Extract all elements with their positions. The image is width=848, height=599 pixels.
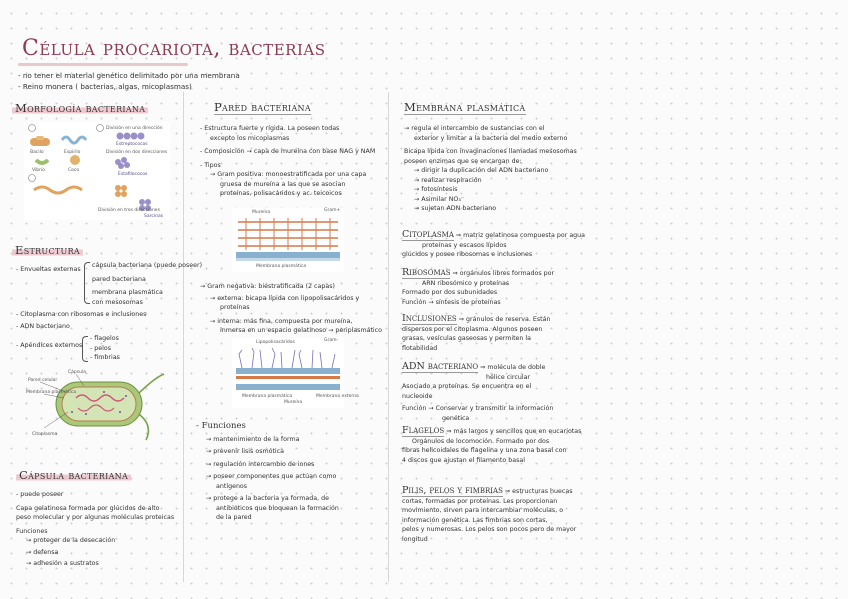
- fig-label: Espirilo: [64, 150, 81, 155]
- list-item: → adhesión a sustratos: [26, 560, 99, 567]
- list-item: → poseer componentes que actúan como: [206, 473, 337, 480]
- apendices-label: - Apéndices externos: [16, 342, 83, 349]
- text-line: dispersos por el citoplasma. Algunos poseen: [402, 325, 543, 333]
- fig-label: División en una dirección: [106, 126, 163, 131]
- text-line: ⇒ matriz gelatinosa compuesta por agua: [455, 232, 586, 239]
- morphology-diagram: [24, 122, 170, 220]
- fig-label: Membrana plasmática: [242, 394, 293, 399]
- pilis-block: [402, 486, 576, 544]
- text-line: movimiento, sirven para intercambiar moléculas, o: [402, 507, 564, 514]
- list-item: cápsula bacteriana (puede poseer): [92, 262, 203, 269]
- brace: [84, 262, 90, 304]
- page-title: Célula procariota, bacterias: [22, 36, 326, 61]
- text-line: Funciones: [16, 527, 48, 535]
- inclusiones-term: Inclusiones: [402, 313, 457, 324]
- fig-label: Membrana plasmática: [256, 264, 307, 269]
- fig-label: Mureína: [252, 210, 271, 215]
- fig-label: Citoplasma: [32, 432, 58, 437]
- estructura-lines: [16, 310, 146, 331]
- list-item: → mantenimiento de la forma: [206, 435, 300, 443]
- text-line: ⇒ molécula de doble: [480, 364, 546, 371]
- text-line: Orgánulos de locomoción. Formado por dos: [412, 437, 550, 445]
- capsula-text: [16, 490, 174, 569]
- column-divider: [183, 92, 184, 582]
- list-item: → protege a la bacteria ya formada, de: [206, 495, 329, 502]
- list-item: - ADN bacteriano: [16, 322, 70, 330]
- fig-label: Membrana plasmática: [26, 390, 77, 395]
- pilis-term: Pilis, pelos y fimbrias: [402, 485, 503, 496]
- list-item: membrana plasmática con mesosomas: [92, 289, 163, 306]
- fig-label: Vibrio: [32, 168, 45, 173]
- fig-label: Gram+: [324, 208, 341, 213]
- text-line: grasas, vesículas gaseosas y permiten la: [402, 335, 532, 342]
- fig-label: Membrana externa: [316, 394, 359, 399]
- fig-label: Bacilo: [30, 150, 44, 155]
- envueltas-list: [92, 261, 202, 307]
- list-item: → proteger de la desecación: [26, 537, 116, 544]
- adn-term: ADN bacteriano: [402, 361, 479, 372]
- text-line: ARN ribosómico y proteínas: [422, 279, 510, 287]
- text-line: ⇒ estructuras huecas: [504, 488, 573, 495]
- flagelos-block: [402, 426, 581, 465]
- gram-positive-figure: [232, 208, 344, 272]
- text-line: información genética. Las fimbrias son cortas,: [402, 516, 548, 524]
- text-line: proteínas y escasos lípidos: [422, 241, 507, 249]
- list-item: pared bacteriana: [92, 275, 146, 283]
- gram-negative-text: [200, 282, 382, 336]
- flagelos-term: Flagelos: [402, 425, 445, 436]
- estructura-heading: Estructura: [12, 243, 83, 257]
- text-line: Formado por dos subunidades: [402, 289, 498, 296]
- morfologia-heading: Morfología bacteriana: [12, 101, 148, 115]
- text-line: Bicapa lípida con invaginaciones llamadas mesosomas: [404, 148, 577, 155]
- text-line: cortas, formadas por proteínas. Les proporcionan: [402, 497, 558, 505]
- text-line: → Gram negativa: biestratificada (2 capas): [200, 283, 335, 290]
- text-line: poseen enzimas que se encargan de:: [404, 157, 522, 165]
- text-line: inmersa en un espacio gelatinoso → periplasmático: [220, 327, 382, 334]
- intro-line: - Reino monera ( bacterias, algas, micoplasmas): [18, 82, 192, 91]
- fig-label: Lipopolisacáridos: [256, 340, 295, 345]
- citoplasma-block: [402, 230, 585, 260]
- capsula-heading: Cápsula bacteriana: [16, 468, 131, 482]
- text-line: proteínas: [220, 304, 250, 311]
- text-line: Capa gelatinosa formada por glúcidos de alto: [16, 504, 160, 512]
- text-line: glúcidos y posee ribosomas e inclusiones: [402, 251, 533, 258]
- fig-label: Pared celular: [28, 378, 58, 383]
- list-item: antibióticos que bloquean la formación: [216, 504, 339, 512]
- fig-label: Cápsula: [68, 370, 86, 375]
- membrana-text: [404, 124, 577, 214]
- fig-label: División en dos direcciones: [106, 150, 168, 155]
- list-item: → dirigir la duplicación del ADN bacteriano: [414, 167, 549, 174]
- gram-negative-figure: [232, 338, 359, 408]
- list-item: → defensa: [26, 548, 59, 556]
- text-line: → Gram positiva: monoestratificada por una capa: [210, 171, 367, 178]
- fig-label: Estreptococos: [116, 142, 148, 147]
- brace: [82, 336, 88, 362]
- text-line: nucleoide: [402, 392, 433, 400]
- intro-line: - no tener el material genético delimitado por una membrana: [18, 71, 240, 80]
- text-line: - puede poseer: [16, 491, 64, 498]
- text-line: - Estructura fuerte y rígida. La poseen todas: [200, 125, 340, 132]
- list-item: de la pared: [216, 514, 252, 521]
- ribosomas-term: Ribosomas: [402, 267, 451, 278]
- envueltas-label: - Envueltas externas: [16, 266, 81, 273]
- gram-positive-diagram: [232, 208, 344, 272]
- pared-text: [200, 124, 375, 199]
- intro-block: [18, 70, 240, 92]
- funciones-label: - Funciones: [196, 421, 246, 431]
- apendices-list: [90, 334, 120, 363]
- pared-funciones: [196, 422, 339, 523]
- text-line: - Tipos: [200, 161, 221, 169]
- list-item: → regulación intercambio de iones: [206, 460, 315, 468]
- list-item: → prevenir lisis osmótica: [206, 448, 285, 455]
- list-item: → sujetan ADN bacteriano: [414, 205, 497, 212]
- title-underline: [18, 63, 188, 66]
- fig-label: Mureína: [284, 400, 303, 405]
- ribosomas-block: [402, 268, 554, 307]
- text-line: → externa: bicapa lípida con lipopolisacáridos y: [210, 294, 360, 302]
- bacterium-figure: [26, 368, 168, 442]
- text-line: peso molecular y por algunas moléculas proteicas: [16, 514, 175, 521]
- text-line: Función → Conservar y transmitir la información: [402, 405, 554, 412]
- text-line: ⇒ orgánulos libres formados por: [452, 270, 555, 277]
- list-item: → fotosíntesis: [414, 186, 458, 193]
- adn-block: [402, 362, 553, 423]
- text-line: longitud: [402, 535, 428, 543]
- list-item: antígenos: [216, 482, 248, 490]
- fig-label: Sarcinas: [144, 214, 164, 219]
- list-item: - Citoplasma con ribosomas e inclusiones: [16, 311, 147, 318]
- membrana-heading: Membrana plasmática: [404, 100, 526, 114]
- text-line: pelos y numerosas. Los pelos son pocos pero de mayor: [402, 526, 577, 533]
- text-line: 4 discos que ajustan el filamento basal: [402, 456, 525, 464]
- text-line: flotabilidad: [402, 344, 438, 352]
- fig-label: Coco: [68, 168, 80, 173]
- pared-heading: Pared bacteriana: [214, 100, 311, 114]
- text-line: ⇒ más largos y sencillos que en eucariotas: [446, 428, 582, 435]
- column-divider: [388, 92, 389, 582]
- text-line: Asociado a proteínas. Se encuentra en el: [402, 383, 532, 390]
- text-line: Función → síntesis de proteínas: [402, 298, 501, 306]
- text-line: exterior y limitar a la bacteria del medio externo: [414, 134, 568, 142]
- fig-label: Gram-: [324, 338, 339, 343]
- morphology-figure: [24, 122, 170, 220]
- text-line: excepto los micoplasmas: [210, 134, 290, 142]
- text-line: gruesa de mureína a las que se asocian: [220, 180, 346, 188]
- list-item: → realizar respiración: [414, 176, 482, 184]
- text-line: ⇒ gránulos de reserva. Están: [458, 316, 551, 323]
- list-item: - fimbrias: [90, 354, 120, 361]
- text-line: proteínas, polisacáridos y ac. teicoicos: [220, 190, 342, 197]
- text-line: - Composición → capa de mureína con base NAG y NAM: [200, 148, 376, 155]
- text-line: → regula el intercambio de sustancias con el: [404, 125, 545, 132]
- citoplasma-term: Citoplasma: [402, 229, 454, 240]
- text-line: → interna: más fina, compuesta por mureína,: [210, 317, 353, 325]
- list-item: - pelos: [90, 344, 112, 352]
- inclusiones-block: [402, 314, 550, 353]
- fig-label: División en tres direcciones: [98, 208, 160, 213]
- list-item: → Asimilar NO₃⁻: [414, 195, 465, 203]
- list-item: - flagelos: [90, 335, 119, 342]
- text-line: fibras helicoidales de flagelina y una zona basal con: [402, 447, 567, 454]
- text-line: hélice circular: [486, 373, 531, 381]
- text-line: genética: [442, 414, 470, 422]
- fig-label: Estafilococos: [118, 172, 148, 177]
